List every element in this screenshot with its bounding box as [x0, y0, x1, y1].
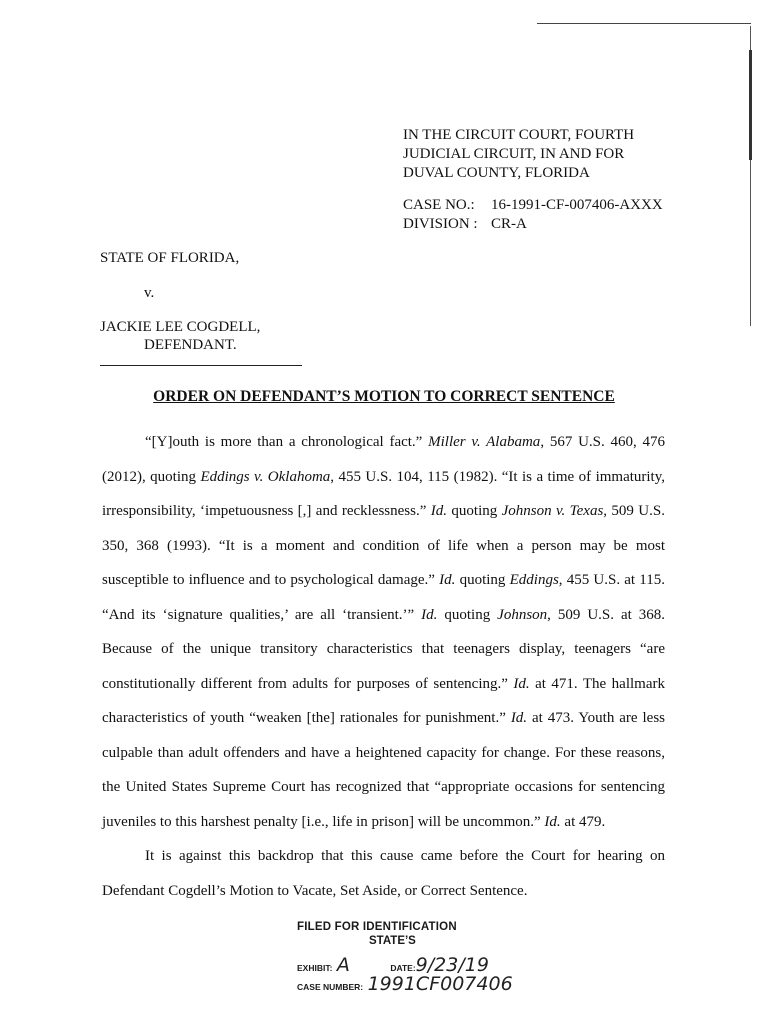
caption-rule [100, 365, 302, 366]
division-value: CR-A [491, 216, 527, 232]
date-value: 9/23/19 [415, 954, 489, 976]
case-number-label: CASE NO.: [403, 197, 475, 213]
order-title: ORDER ON DEFENDANT’S MOTION TO CORRECT SENTENCE [153, 388, 615, 405]
paragraph-text: It is against this backdrop that this cause came before the Court for hearing on Defendant Cogdell’s Motion to Vacate, Set Aside, or Correct Sentence. [102, 848, 665, 899]
paragraph-text: at 471. The hallmark characteristics of youth “weaken [the] rationales for punishment.” [102, 675, 665, 726]
exhibit-stamp [297, 921, 513, 995]
stamp-party: STATE’S [369, 935, 416, 947]
paragraph-text: , 509 U.S. at 368. Because of the unique transitory characteristics that teenagers display, teenagers “are constitutionally different from adults for purposes of sentencing.” [102, 606, 666, 692]
paragraph-text: quoting [437, 606, 498, 623]
date-label: DATE: [390, 963, 416, 973]
court-line: DUVAL COUNTY, FLORIDA [403, 165, 590, 181]
paragraph-text: at 479. [560, 813, 606, 830]
case-citation: Johnson v. Texas [501, 503, 604, 519]
paragraph-text: “[Y]outh is more than a chronological fact.” [145, 434, 429, 450]
plaintiff: STATE OF FLORIDA, [100, 250, 240, 266]
case-citation: Johnson [497, 606, 548, 623]
case-citation: Id. [439, 572, 456, 588]
paragraph-text: , 455 U.S. 104, 115 (1982). “It is a time of immaturity, irresponsibility, ‘impetuousness [,] and recklessness.” [102, 468, 666, 519]
case-citation: Id. [430, 503, 448, 519]
defendant-role: DEFENDANT. [144, 337, 237, 353]
defendant-name: JACKIE LEE COGDELL, [100, 319, 261, 335]
case-citation: Id. [510, 710, 528, 726]
paragraph-text: at 473. Youth are less culpable than adult offenders and have a heightened capacity for change. For these reasons, the United States Supreme Court has recognized that “appropriate occasions for sentencing juveniles to this harshest penalty [i.e., life in prison] will be uncommon.” [102, 710, 665, 830]
court-line: JUDICIAL CIRCUIT, IN AND FOR [403, 146, 625, 162]
court-line: IN THE CIRCUIT COURT, FOURTH [403, 127, 635, 143]
case-citation: Eddings [509, 572, 559, 588]
paragraph-text: , 509 U.S. 350, 368 (1993). “It is a moment and condition of life when a person may be most susceptible to influence and to psychological damage.” [102, 503, 665, 588]
exhibit-value: A [336, 954, 350, 976]
versus: v. [144, 285, 155, 301]
case-citation: Id. [544, 813, 561, 830]
paragraph-text: , 567 U.S. 460, 476 (2012), quoting [102, 434, 666, 485]
case-number-value: 16-1991-CF-007406-AXXX [491, 197, 663, 213]
paragraph [102, 839, 665, 908]
paragraph-text: , 455 U.S. at 115. “And its ‘signature qualities,’ are all ‘transient.’” [102, 572, 665, 623]
case-citation: Id. [513, 675, 530, 692]
stamp-title: FILED FOR IDENTIFICATION [297, 921, 457, 933]
page-edge-mark [749, 50, 752, 160]
paragraph [102, 425, 665, 839]
case-citation: Eddings v. Oklahoma [200, 468, 331, 485]
case-citation: Id. [421, 606, 438, 623]
paragraph-text: quoting [447, 503, 502, 519]
court-caption [403, 126, 634, 183]
case-info [403, 196, 663, 234]
exhibit-label: EXHIBIT: [297, 963, 333, 973]
case-number-stamp-value: 1991CF007406 [367, 973, 513, 995]
page-edge-line [537, 23, 751, 24]
division-label: DIVISION : [403, 216, 478, 232]
paragraph-text: quoting [455, 572, 510, 588]
order-body [102, 425, 665, 908]
case-number-stamp-label: CASE NUMBER: [297, 982, 364, 992]
case-citation: Miller v. Alabama [428, 434, 541, 450]
